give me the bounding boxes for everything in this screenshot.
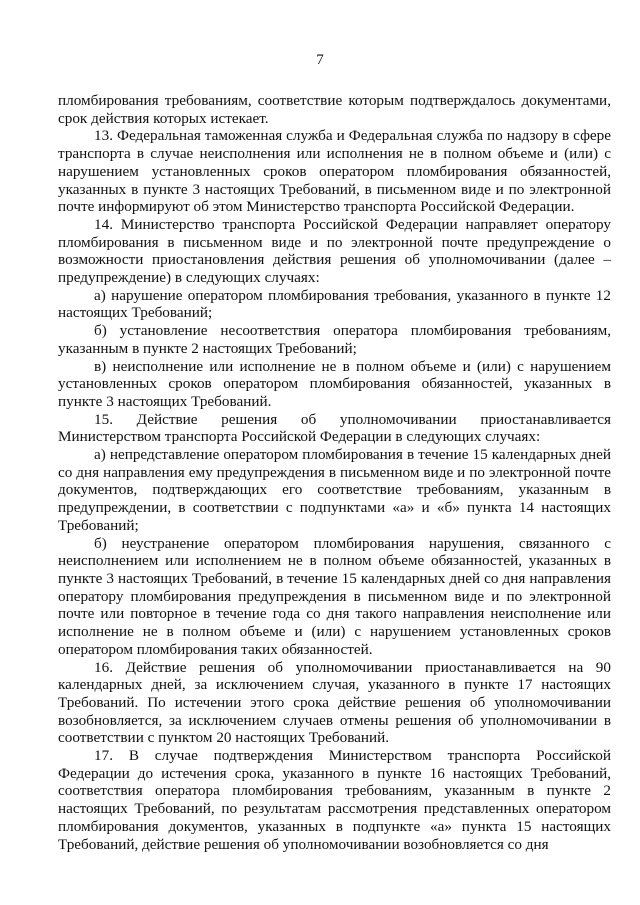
paragraph-14-b: б) установление несоответствия оператора пломбирования требованиям, указанным в пункте 2 настоящих Требований; (58, 322, 611, 357)
paragraph-15: 15. Действие решения об уполномочивании приостанавливается Министерством транспорта Российской Федерации в следующих случаях: (58, 410, 611, 446)
paragraph-14: 14. Министерство транспорта Российской Федерации направляет оператору пломбирования в письменном виде и по электронной почте предупреждение о возможности приостановления действия решения об уполномочивании (далее – предупреждение) в следующих случаях: (58, 215, 611, 287)
paragraph-17: 17. В случае подтверждения Министерством транспорта Российской Федерации до истечения срока, указанного в пункте 16 настоящих Требований, соответствия оператора пломбирования требованиям, указанным в пункте 2 настоящих Требований, по результатам рассмотрения представленных оператором пломбирования документов, указанных в подпункте «а» пункта 15 настоящих Требований, действие решения об уполномочивании возобновляется со дня (58, 747, 611, 853)
paragraph-15-a: а) непредставление оператором пломбирования в течение 15 календарных дней со дня направления ему предупреждения в письменном виде и по электронной почте документов, подтверждающих его соответствие требованиям, указанным в предупреждении, в соответствии с подпунктами «а» и «б» пункта 14 настоящих Требований; (58, 446, 611, 534)
paragraph-15-b: б) неустранение оператором пломбирования нарушения, связанного с неисполнением или исполнением не в полном объеме обязанностей, указанных в пункте 3 настоящих Требований, в течение 15 календарных дней со дня направления оператору пломбирования предупреждения в письменном виде и по электронной почте или повторное в течение года со дня такого направления неисполнение или исполнение не в полном объеме и (или) с нарушением установленных сроков оператором пломбирования таких обязанностей. (58, 534, 611, 658)
paragraph-16: 16. Действие решения об уполномочивании приостанавливается на 90 календарных дней, за исключением случая, указанного в пункте 17 настоящих Требований. По истечении этого срока действие решения об уполномочивании возобновляется, за исключением случаев отмены решения об уполномочивании в соответствии с пунктом 20 настоящих Требований. (58, 658, 611, 747)
paragraph-14-a: а) нарушение оператором пломбирования требования, указанного в пункте 12 настоящих Требований; (58, 286, 611, 322)
paragraph-13: 13. Федеральная таможенная служба и Федеральная служба по надзору в сфере транспорта в случае неисполнения или исполнения не в полном объеме и (или) с нарушением установленных сроков оператором пломбирования обязанностей, указанных в пункте 3 настоящих Требований, в письменном виде и по электронной почте информируют об этом Министерство транспорта Российской Федерации. (58, 127, 611, 216)
paragraph-continuation: пломбирования требованиям, соответствие которым подтверждалось документами, срок действия которых истекает. (58, 92, 611, 127)
page-number: 7 (316, 52, 324, 68)
paragraph-14-v: в) неисполнение или исполнение не в полном объеме и (или) с нарушением установленных сроков оператором пломбирования обязанностей, указанных в пункте 3 настоящих Требований. (58, 357, 611, 410)
document-body (58, 92, 611, 853)
